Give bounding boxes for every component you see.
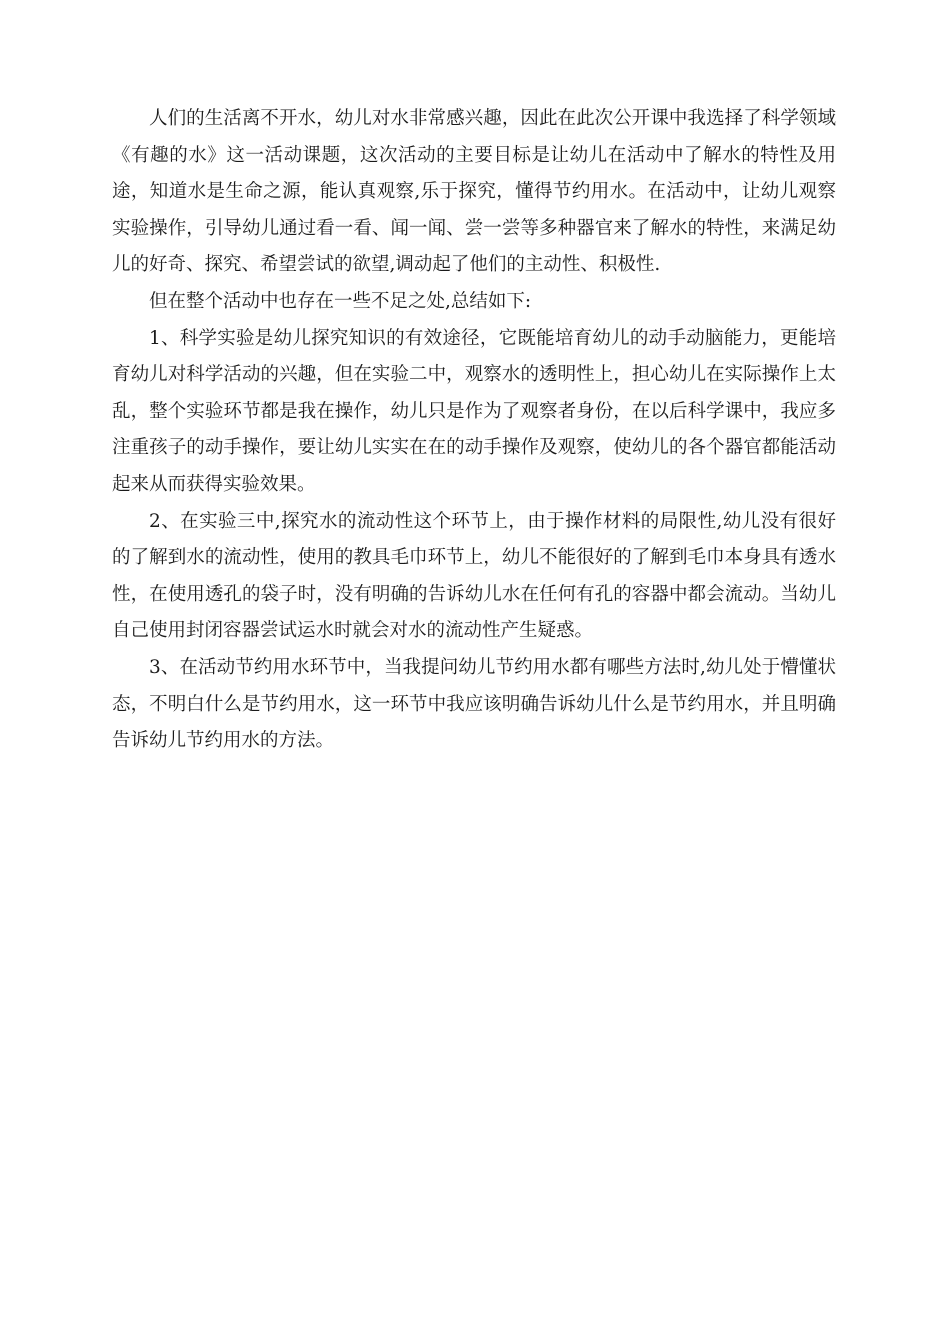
paragraph-intro: 人们的生活离不开水，幼儿对水非常感兴趣，因此在此次公开课中我选择了科学领域《有趣的水》这一活动课题，这次活动的主要目标是让幼儿在活动中了解水的特性及用途，知道水是生命之源，能认真观察,乐于探究，懂得节约用水。在活动中，让幼儿观察实验操作，引导幼儿通过看一看、闻一闻、尝一尝等多种器官来了解水的特性，来满足幼儿的好奇、探究、希望尝试的欲望,调动起了他们的主动性、积极性. [112,108,836,276]
paragraph-summary-lead: 但在整个活动中也存在一些不足之处,总结如下: [149,290,532,312]
document-body [112,101,836,760]
paragraph-point-3: 3、在活动节约用水环节中，当我提问幼儿节约用水都有哪些方法时,幼儿处于懵懂状态，不明白什么是节约用水，这一环节中我应该明确告诉幼儿什么是节约用水，并且明确告诉幼儿节约用水的方法。 [112,656,836,752]
paragraph-point-1: 1、科学实验是幼儿探究知识的有效途径，它既能培育幼儿的动手动脑能力，更能培育幼儿对科学活动的兴趣，但在实验二中，观察水的透明性上，担心幼儿在实际操作上太乱，整个实验环节都是我在操作，幼儿只是作为了观察者身份，在以后科学课中，我应多注重孩子的动手操作，要让幼儿实实在在的动手操作及观察，使幼儿的各个器官都能活动起来从而获得实验效果。 [112,327,836,495]
paragraph-point-2: 2、在实验三中,探究水的流动性这个环节上，由于操作材料的局限性,幼儿没有很好的了解到水的流动性，使用的教具毛巾环节上，幼儿不能很好的了解到毛巾本身具有透水性，在使用透孔的袋子时，没有明确的告诉幼儿水在任何有孔的容器中都会流动。当幼儿自己使用封闭容器尝试运水时就会对水的流动性产生疑惑。 [112,510,836,642]
